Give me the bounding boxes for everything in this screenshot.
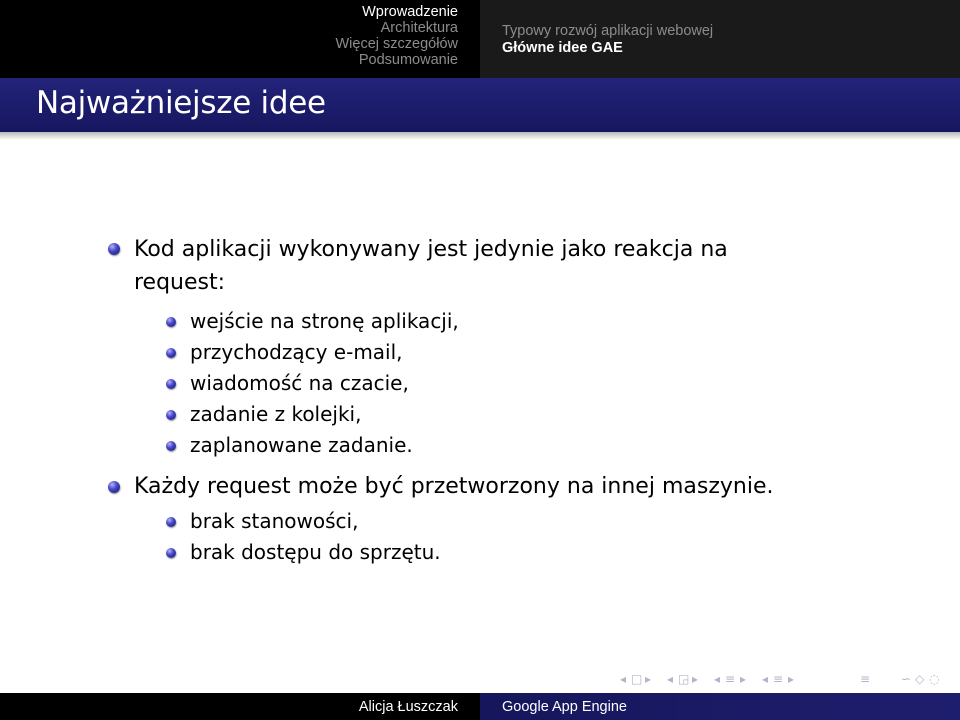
nav-subsection-typowy-rozwoj[interactable]: Typowy rozwój aplikacji webowej — [502, 23, 714, 39]
sub-item-6: brak stanowości, — [190, 509, 359, 533]
bullet-item-1-line-2: request: — [134, 270, 226, 295]
appendix-icon[interactable]: ≡ — [860, 672, 871, 686]
frame-icon[interactable]: □ — [631, 672, 643, 686]
sub-bullet-ball-icon — [166, 517, 176, 527]
forward-icon[interactable]: ◌ — [929, 672, 940, 686]
footer-title: Google App Engine — [502, 698, 627, 715]
subsection-icon[interactable]: ◲ — [678, 672, 690, 686]
nav-prev-section-arrow-icon[interactable]: ◂ — [714, 672, 721, 686]
sub-bullet-ball-icon — [166, 441, 176, 451]
sub-bullet-ball-icon — [166, 348, 176, 358]
sub-bullet-ball-icon — [166, 379, 176, 389]
bullet-ball-icon — [108, 243, 120, 255]
nav-section-architektura[interactable]: Architektura — [380, 20, 458, 36]
bullet-item-2: Każdy request może być przetworzony na innej maszynie. — [134, 474, 774, 499]
footer-author: Alicja Łuszczak — [358, 698, 458, 715]
footer-bar — [0, 693, 960, 720]
back-icon[interactable]: ∽ — [901, 672, 912, 686]
search-icon[interactable]: ◇ — [915, 672, 925, 686]
sub-item-5: zaplanowane zadanie. — [190, 433, 413, 457]
document-icon[interactable]: ≡ — [773, 672, 784, 686]
nav-next-frame-arrow-icon[interactable]: ▸ — [645, 672, 652, 686]
nav-prev-document-arrow-icon[interactable]: ◂ — [762, 672, 769, 686]
sub-bullet-ball-icon — [166, 548, 176, 558]
section-icon[interactable]: ≡ — [725, 672, 736, 686]
sub-item-3: wiadomość na czacie, — [190, 371, 409, 395]
nav-section-wprowadzenie[interactable]: Wprowadzenie — [362, 4, 458, 20]
sub-bullet-ball-icon — [166, 410, 176, 420]
nav-section-podsumowanie[interactable]: Podsumowanie — [358, 52, 458, 68]
bullet-item-1-line-1: Kod aplikacji wykonywany jest jedynie jako reakcja na — [134, 237, 728, 262]
footer-title-box — [480, 693, 960, 720]
beamer-navigation-symbols — [620, 672, 950, 688]
frame-title: Najważniejsze idee — [36, 85, 326, 121]
nav-next-document-arrow-icon[interactable]: ▸ — [788, 672, 795, 686]
sub-item-7: brak dostępu do sprzętu. — [190, 540, 441, 564]
nav-next-section-arrow-icon[interactable]: ▸ — [740, 672, 747, 686]
sub-bullet-ball-icon — [166, 317, 176, 327]
nav-prev-frame-arrow-icon[interactable]: ◂ — [620, 672, 627, 686]
nav-subsection-glowne-idee[interactable]: Główne idee GAE — [502, 40, 623, 56]
bullet-ball-icon — [108, 481, 120, 493]
sub-item-4: zadanie z kolejki, — [190, 402, 362, 426]
nav-next-subsection-arrow-icon[interactable]: ▸ — [692, 672, 699, 686]
nav-prev-subsection-arrow-icon[interactable]: ◂ — [667, 672, 674, 686]
footer-author-box — [0, 693, 480, 720]
nav-section-wiecej-szczegolow[interactable]: Więcej szczegółów — [335, 36, 458, 52]
sub-item-1: wejście na stronę aplikacji, — [190, 309, 459, 333]
sub-item-2: przychodzący e-mail, — [190, 340, 403, 364]
